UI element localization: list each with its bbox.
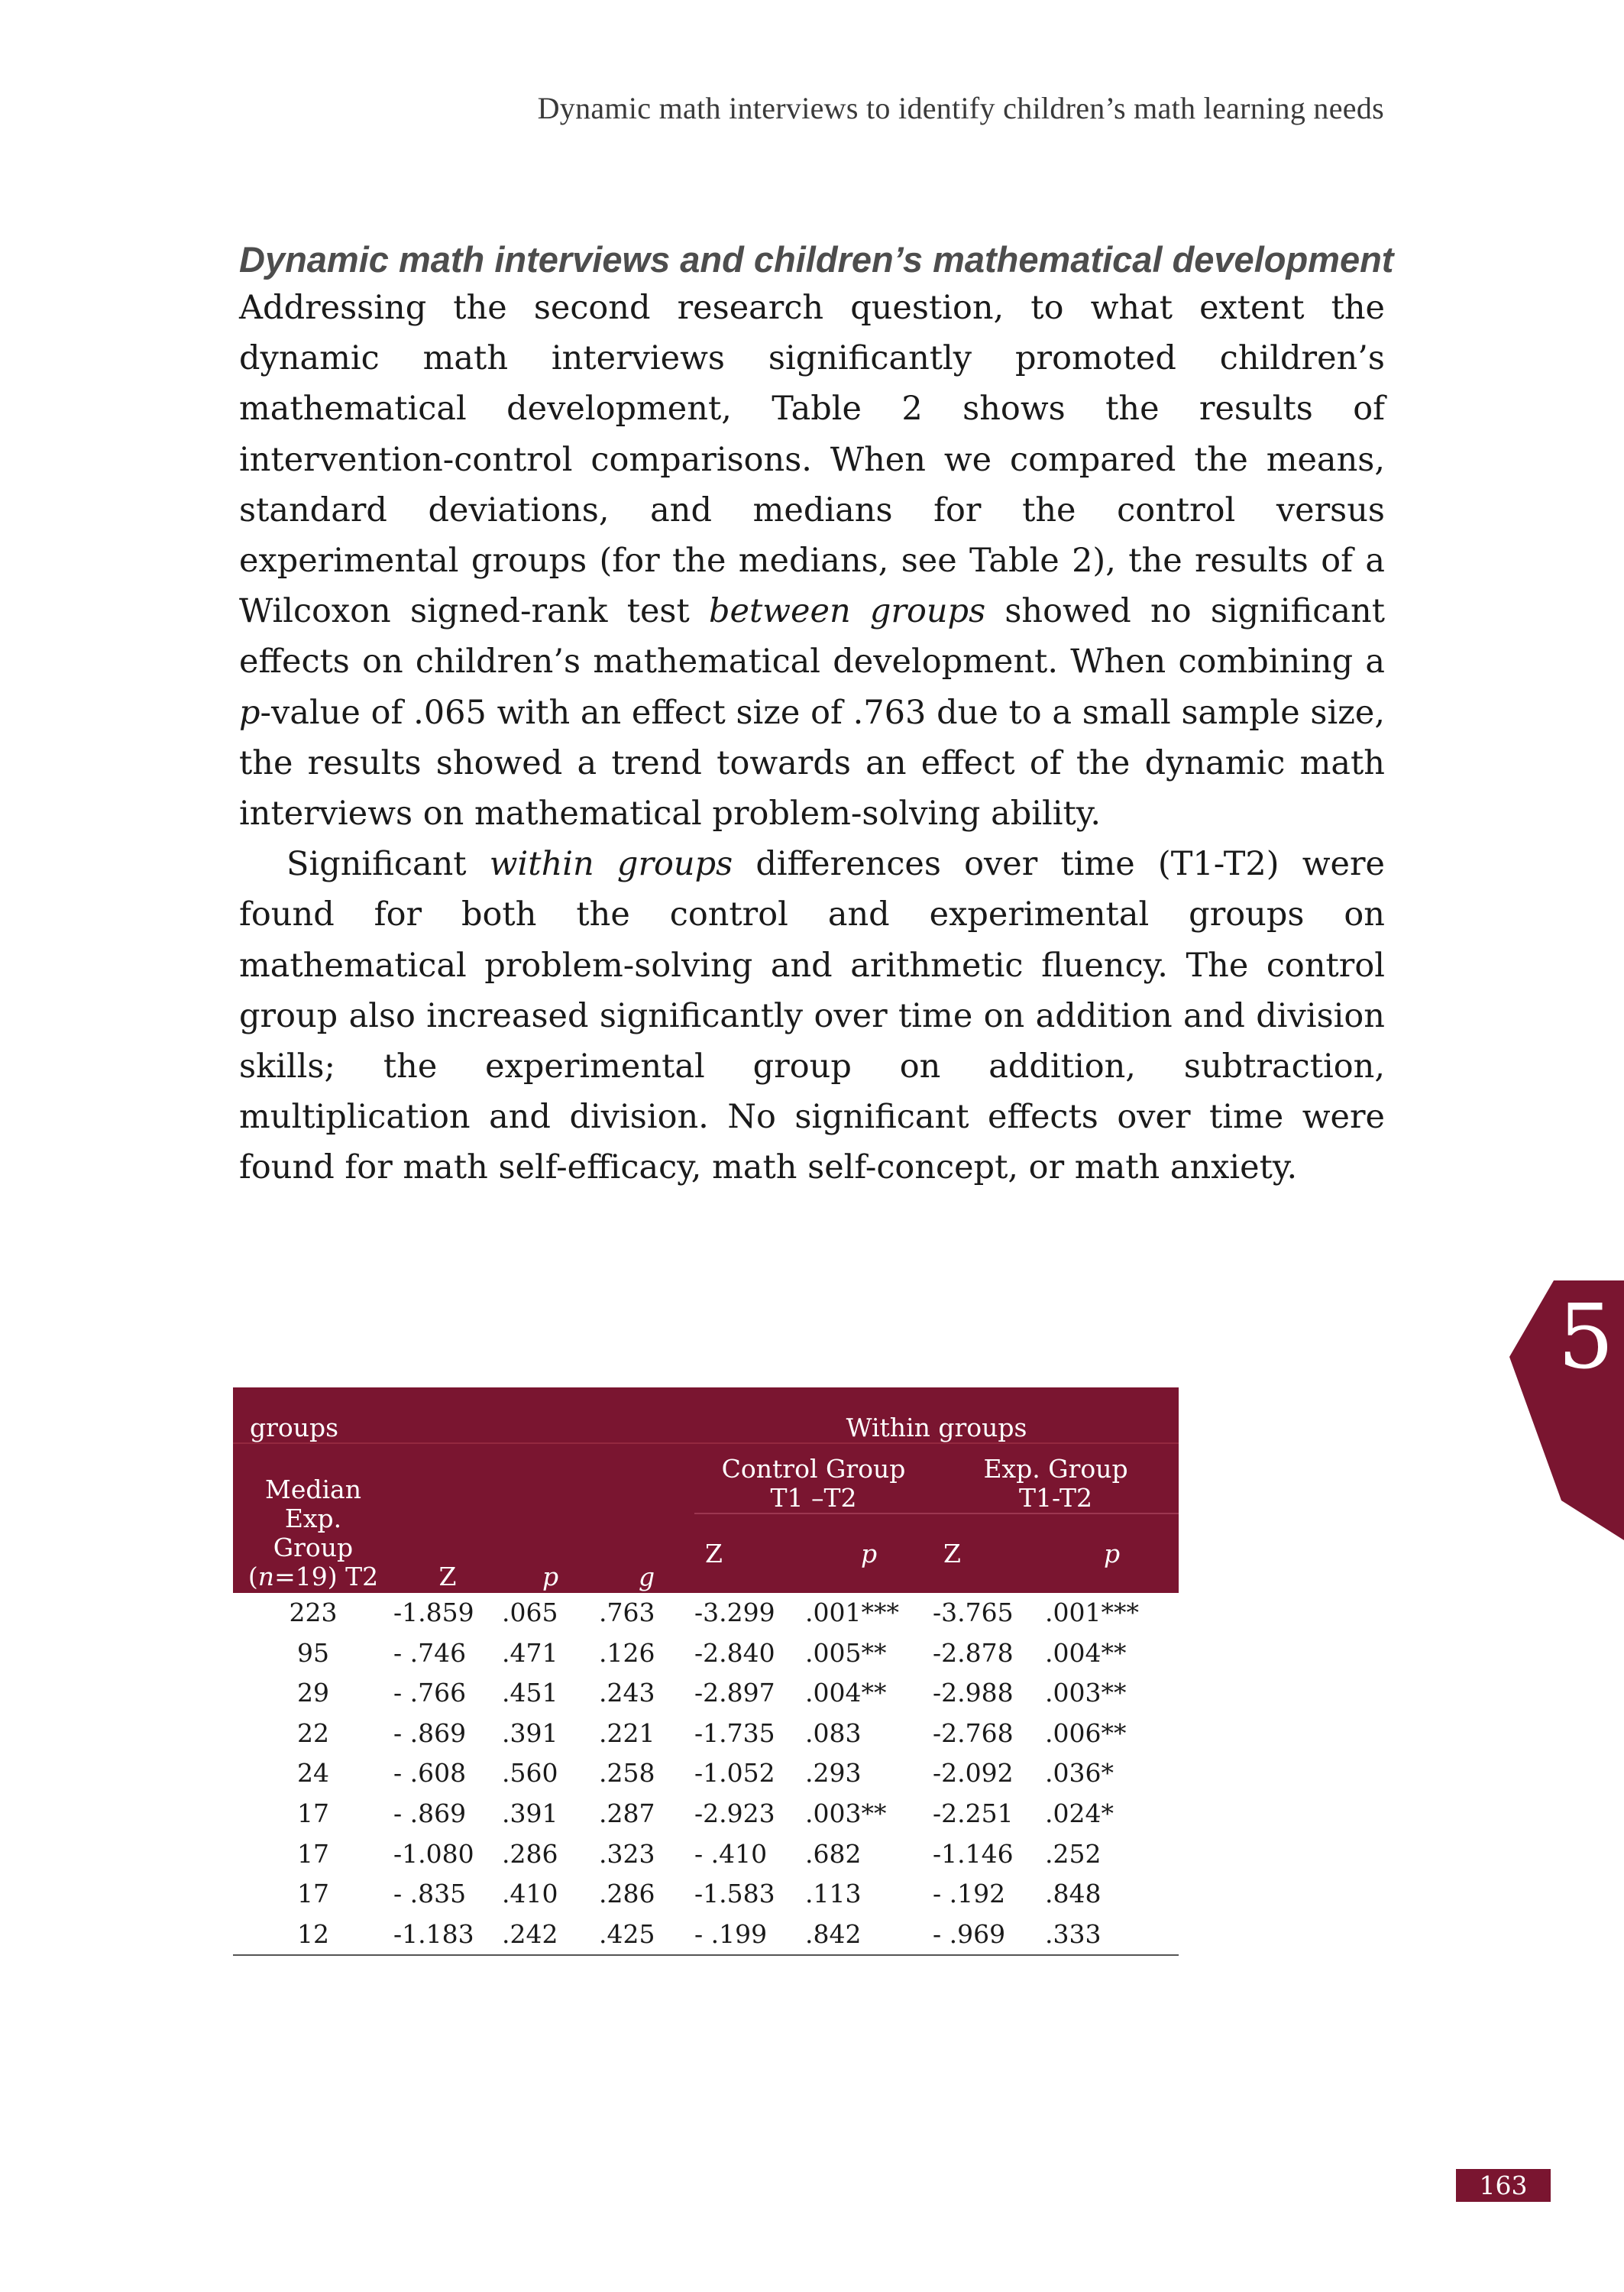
cell-between-z: -1.859 (393, 1598, 474, 1627)
header-between-g: g (599, 1513, 694, 1593)
cell-between-z: - .766 (393, 1678, 467, 1708)
cell-between-g: .323 (599, 1838, 655, 1869)
cell-control-p: .842 (805, 1915, 933, 1956)
cell-exp-p: .036* (1045, 1758, 1114, 1789)
table-header-top-row (233, 1387, 1179, 1443)
chapter-tab (1509, 1280, 1624, 1540)
cell-between-p: .391 (502, 1798, 558, 1828)
cell-between-g: .243 (599, 1678, 655, 1708)
paragraph-2 (239, 839, 1385, 1193)
header-exp-line2: T1-T2 (1019, 1483, 1093, 1513)
cell-median: 17 (297, 1798, 329, 1828)
cell-median: 17 (297, 1879, 329, 1909)
cell-between-z: -1.183 (393, 1915, 502, 1956)
cell-exp-p: .003** (1045, 1678, 1127, 1708)
cell-exp-z: -3.765 (933, 1598, 1014, 1627)
cell-exp-z: -2.878 (933, 1637, 1014, 1668)
cell-median: 24 (297, 1758, 329, 1789)
cell-median: 223 (289, 1598, 338, 1627)
cell-exp-p: .004** (1045, 1637, 1127, 1668)
cell-exp-z: - .192 (933, 1879, 1006, 1909)
header-control-group (694, 1443, 933, 1513)
cell-between-g: .221 (599, 1717, 655, 1748)
cell-control-z: -1.583 (694, 1879, 775, 1909)
cell-median: 17 (297, 1838, 329, 1869)
cell-between-z: - .746 (393, 1637, 467, 1668)
cell-control-p: .682 (805, 1838, 862, 1869)
cell-control-z: -3.299 (694, 1598, 775, 1627)
cell-between-z: - .869 (393, 1717, 467, 1748)
paragraph-1-text-c: showed no significant effects on children’s mathematical development. When combining a (239, 592, 1386, 681)
cell-control-z: -2.840 (694, 1637, 775, 1668)
results-table-container (233, 1387, 1179, 1956)
cell-median: 29 (297, 1678, 329, 1708)
cell-control-p: .005** (805, 1637, 887, 1668)
header-between-z: Z (393, 1513, 502, 1593)
results-table (233, 1387, 1179, 1956)
page-number: 163 (1456, 2169, 1551, 2202)
table-row (233, 1915, 1179, 1956)
cell-control-z: - .410 (694, 1838, 768, 1869)
header-median-line1: Median (265, 1475, 361, 1504)
cell-control-z: -2.897 (694, 1678, 775, 1708)
cell-between-p: .471 (502, 1637, 558, 1668)
cell-exp-p: .333 (1045, 1915, 1179, 1956)
table-row (233, 1633, 1179, 1674)
cell-control-p: .083 (805, 1717, 862, 1748)
cell-exp-p: .001*** (1045, 1598, 1140, 1627)
header-median-line2: Exp. (284, 1504, 342, 1533)
cell-control-p: .113 (805, 1879, 862, 1909)
cell-between-z: - .835 (393, 1879, 467, 1909)
cell-between-z: - .869 (393, 1798, 467, 1828)
header-control-line2: T1 –T2 (770, 1483, 857, 1513)
section-heading: Dynamic math interviews and children’s mathematical development (239, 239, 1394, 280)
header-exp-group (933, 1443, 1179, 1513)
cell-exp-p: .252 (1045, 1838, 1102, 1869)
table-row (233, 1593, 1179, 1633)
header-median-line4-text: =19) T2 (274, 1562, 379, 1591)
table-row (233, 1714, 1179, 1754)
cell-control-z: -1.052 (694, 1758, 775, 1789)
table-row (233, 1834, 1179, 1875)
header-median-line3: Group (273, 1533, 354, 1562)
table-header-group-row (233, 1443, 1179, 1513)
cell-between-p: .410 (502, 1879, 558, 1909)
cell-median: 22 (297, 1717, 329, 1748)
cell-between-g: .286 (599, 1879, 655, 1909)
cell-exp-z: -2.092 (933, 1758, 1014, 1789)
paragraph-1-p-symbol: p (239, 693, 260, 732)
paragraph-1 (239, 283, 1385, 839)
header-median-n: n (257, 1562, 275, 1591)
cell-between-p: .242 (502, 1915, 599, 1956)
cell-between-p: .391 (502, 1717, 558, 1748)
chapter-tab-shape (1509, 1280, 1624, 1540)
header-control-p: p (805, 1513, 933, 1593)
cell-exp-p: .848 (1045, 1879, 1102, 1909)
running-header: Dynamic math interviews to identify children’s math learning needs (537, 91, 1384, 125)
cell-control-z: -1.735 (694, 1717, 775, 1748)
header-control-z: Z (694, 1513, 805, 1593)
cell-control-z: - .199 (694, 1915, 805, 1956)
cell-between-z: - .608 (393, 1758, 467, 1789)
cell-exp-z: - .969 (933, 1915, 1045, 1956)
cell-exp-z: -2.988 (933, 1678, 1014, 1708)
cell-between-g: .126 (599, 1637, 655, 1668)
header-exp-z: Z (933, 1513, 1045, 1593)
cell-control-p: .003** (805, 1798, 887, 1828)
cell-exp-z: -2.768 (933, 1717, 1014, 1748)
cell-between-g: .425 (599, 1915, 694, 1956)
cell-median: 12 (233, 1915, 393, 1956)
cell-between-g: .258 (599, 1758, 655, 1789)
cell-control-z: -2.923 (694, 1798, 775, 1828)
cell-exp-z: -2.251 (933, 1798, 1014, 1828)
table-row (233, 1874, 1179, 1915)
header-exp-p: p (1045, 1513, 1179, 1593)
cell-between-p: .065 (502, 1598, 558, 1627)
paragraph-2-text-c: differences over time (T1-T2) were found for both the control and experimental groups on mathematical problem-solving and arithmetic fluency. The control group also increased significantly over time on addition and division skills; the experimental group on addition, subtraction, multiplication and division. No significant effects over time were found for math self-efficacy, math self-concept, or math anxiety. (239, 845, 1385, 1187)
cell-exp-z: -1.146 (933, 1838, 1014, 1869)
paragraph-1-emphasis-between-groups: between groups (709, 592, 986, 631)
cell-median: 95 (297, 1637, 329, 1668)
header-between-blank (393, 1443, 694, 1513)
paragraph-2-text-a: Significant (286, 845, 490, 884)
cell-control-p: .001*** (805, 1598, 900, 1627)
paragraph-2-emphasis-within-groups: within groups (489, 845, 733, 884)
table-row (233, 1794, 1179, 1834)
paragraph-1-text-e: -value of .065 with an effect size of .763 due to a small sample size, the results showed a trend towards an effect of the dynamic math interviews on mathematical problem-solving ability. (239, 693, 1385, 834)
cell-between-g: .287 (599, 1798, 655, 1828)
cell-between-p: .286 (502, 1838, 558, 1869)
paragraph-1-text-a: Addressing the second research question, to what extent the dynamic math interviews significantly promoted children’s mathematical development, Table 2 shows the results of intervention-control comparisons. When we compared the means, standard deviations, and medians for the control versus experimental groups (for the medians, see Table 2), the results of a Wilcoxon signed-rank test (239, 289, 1385, 631)
cell-between-z: -1.080 (393, 1838, 474, 1869)
header-median-exp-group (233, 1443, 393, 1593)
cell-between-p: .560 (502, 1758, 558, 1789)
chapter-number: 5 (1558, 1286, 1614, 1389)
table-row (233, 1673, 1179, 1714)
cell-control-p: .293 (805, 1758, 862, 1789)
cell-between-g: .763 (599, 1598, 655, 1627)
table-row (233, 1753, 1179, 1794)
header-groups: groups (233, 1387, 694, 1443)
cell-control-p: .004** (805, 1678, 887, 1708)
header-exp-line1: Exp. Group (983, 1454, 1128, 1484)
cell-exp-p: .006** (1045, 1717, 1127, 1748)
header-control-line1: Control Group (721, 1454, 906, 1484)
header-between-p: p (502, 1513, 599, 1593)
cell-exp-p: .024* (1045, 1798, 1114, 1828)
cell-between-p: .451 (502, 1678, 558, 1708)
header-median-line4: (n=19) T2 (247, 1562, 379, 1591)
header-within-groups: Within groups (694, 1387, 1179, 1443)
main-content (239, 237, 1394, 1193)
